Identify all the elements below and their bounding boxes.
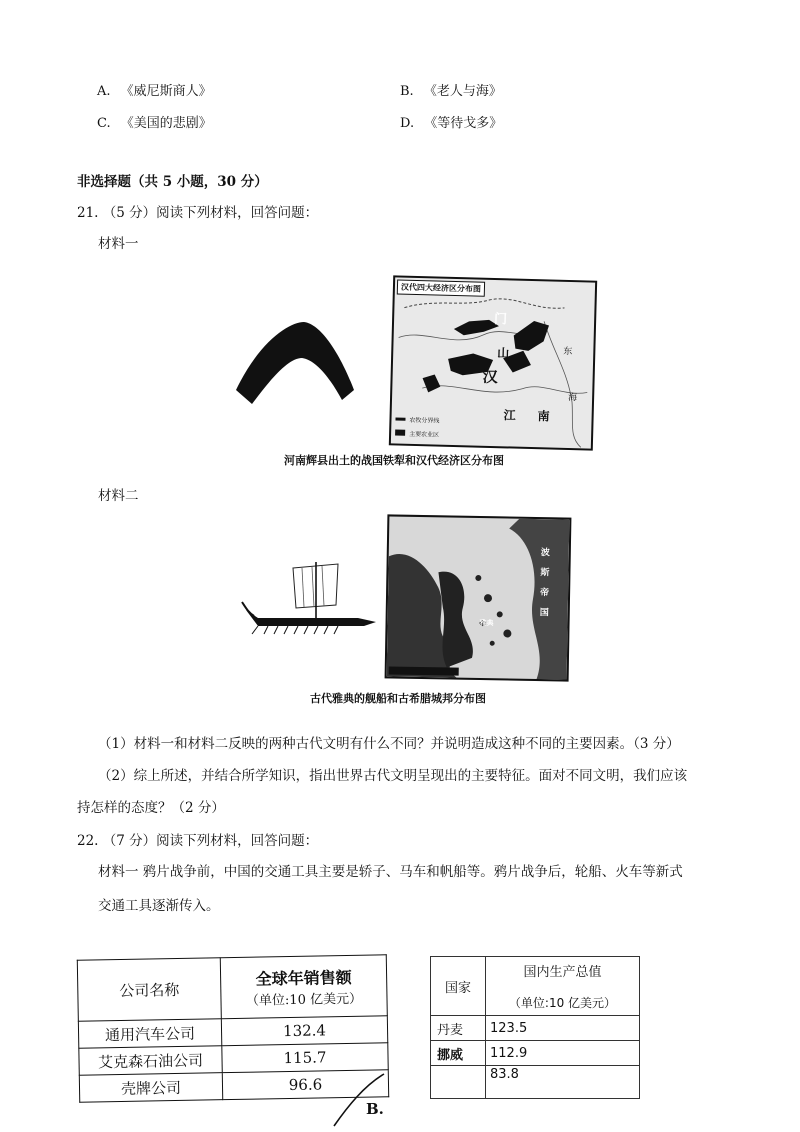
map-label: 江 xyxy=(503,408,516,423)
q21-material1-label: 材料一 xyxy=(98,236,139,252)
country-gdp-table xyxy=(430,956,640,1099)
table-header-cell: 公司名称 xyxy=(77,958,221,1021)
option-text: 《老人与海》 xyxy=(423,84,502,99)
table-cell: 115.7 xyxy=(222,1043,388,1073)
q21-sub2-line1: （2）综上所述，并结合所学知识，指出世界古代文明呈现出的主要特征。面对不同文明，我们应该 xyxy=(98,768,688,784)
map-title: 汉代四大经济区分布图 xyxy=(397,279,485,296)
athenian-warship-image xyxy=(238,560,378,640)
option-b xyxy=(400,80,502,99)
option-letter: D. xyxy=(400,116,415,131)
map-label: 雅典 xyxy=(479,618,494,628)
table-cell: 112.9 xyxy=(486,1041,640,1066)
section-header: 非选择题（共 5 小题，30 分） xyxy=(77,174,268,190)
table-row xyxy=(431,1041,640,1066)
label-b: B. xyxy=(366,1100,384,1118)
table-cell: 壳牌公司 xyxy=(79,1073,222,1102)
option-a xyxy=(97,80,212,99)
option-text: 《美国的悲剧》 xyxy=(120,116,212,131)
header-line: 全球年销售额 xyxy=(255,967,352,989)
option-letter: C. xyxy=(97,116,111,131)
header-line: （单位:10 亿美元） xyxy=(508,996,617,1010)
q22-title: 22. （7 分）阅读下列材料，回答问题： xyxy=(77,833,319,849)
table-header-row xyxy=(77,955,387,1021)
option-d xyxy=(400,112,502,131)
table-cell: 丹麦 xyxy=(431,1016,486,1041)
q21-sub2-line2: 持怎样的态度？（2 分） xyxy=(77,800,225,816)
han-economic-region-map xyxy=(389,275,597,450)
map-label: 波 xyxy=(540,548,550,559)
table-cell: 123.5 xyxy=(486,1016,640,1041)
table-row xyxy=(431,1016,640,1041)
header-line: （单位:10 亿美元） xyxy=(245,991,363,1009)
option-letter: A. xyxy=(97,84,111,99)
header-line: 国内生产总值 xyxy=(523,965,602,980)
table-cell: 通用汽车公司 xyxy=(78,1019,221,1048)
map-label: 国 xyxy=(539,608,549,619)
map-label: 南 xyxy=(537,409,550,424)
q21-material2-label: 材料二 xyxy=(98,488,139,504)
table-row xyxy=(431,1066,640,1099)
material1-caption: 河南辉县出土的战国铁犁和汉代经济区分布图 xyxy=(284,454,504,467)
map-label: 门 xyxy=(493,312,508,328)
table-cell xyxy=(431,1066,486,1099)
table-header-cell xyxy=(220,955,387,1019)
legend-item: 主要农业区 xyxy=(409,430,440,439)
map-label: 斯 xyxy=(540,568,550,579)
greek-city-state-map xyxy=(385,514,572,681)
table-cell: 96.6 xyxy=(222,1070,388,1100)
table-header-cell: 国家 xyxy=(431,957,486,1016)
legend-item: 农牧分界线 xyxy=(409,416,440,425)
q21-title: 21. （5 分）阅读下列材料，回答问题： xyxy=(77,205,319,221)
table-cell: 艾克森石油公司 xyxy=(79,1046,222,1075)
q22-material1-line1: 材料一 鸦片战争前，中国的交通工具主要是轿子、马车和帆船等。鸦片战争后，轮船、火车等新式 xyxy=(98,864,683,880)
q21-sub1: （1）材料一和材料二反映的两种古代文明有什么不同？并说明造成这种不同的主要因素。（3 分） xyxy=(98,736,680,752)
material2-caption: 古代雅典的舰船和古希腊城邦分布图 xyxy=(310,692,486,705)
map-label: 海 xyxy=(567,392,578,404)
q22-material1-line2: 交通工具逐渐传入。 xyxy=(98,898,220,914)
map-label: 帝 xyxy=(540,588,550,599)
option-text: 《等待戈多》 xyxy=(424,116,503,131)
map-label: 山 xyxy=(497,346,510,361)
table-header-cell xyxy=(486,957,640,1016)
map-label: 汉 xyxy=(482,367,498,387)
table-cell: 83.8 xyxy=(486,1066,640,1099)
table-header-row xyxy=(431,957,640,1016)
map-label: 东 xyxy=(563,346,573,358)
table-cell: 132.4 xyxy=(221,1016,387,1046)
option-text: 《威尼斯商人》 xyxy=(120,84,212,99)
table-cell: 挪威 xyxy=(431,1041,486,1066)
option-c xyxy=(97,112,212,131)
option-letter: B. xyxy=(400,84,414,99)
iron-plough-image xyxy=(230,318,360,408)
